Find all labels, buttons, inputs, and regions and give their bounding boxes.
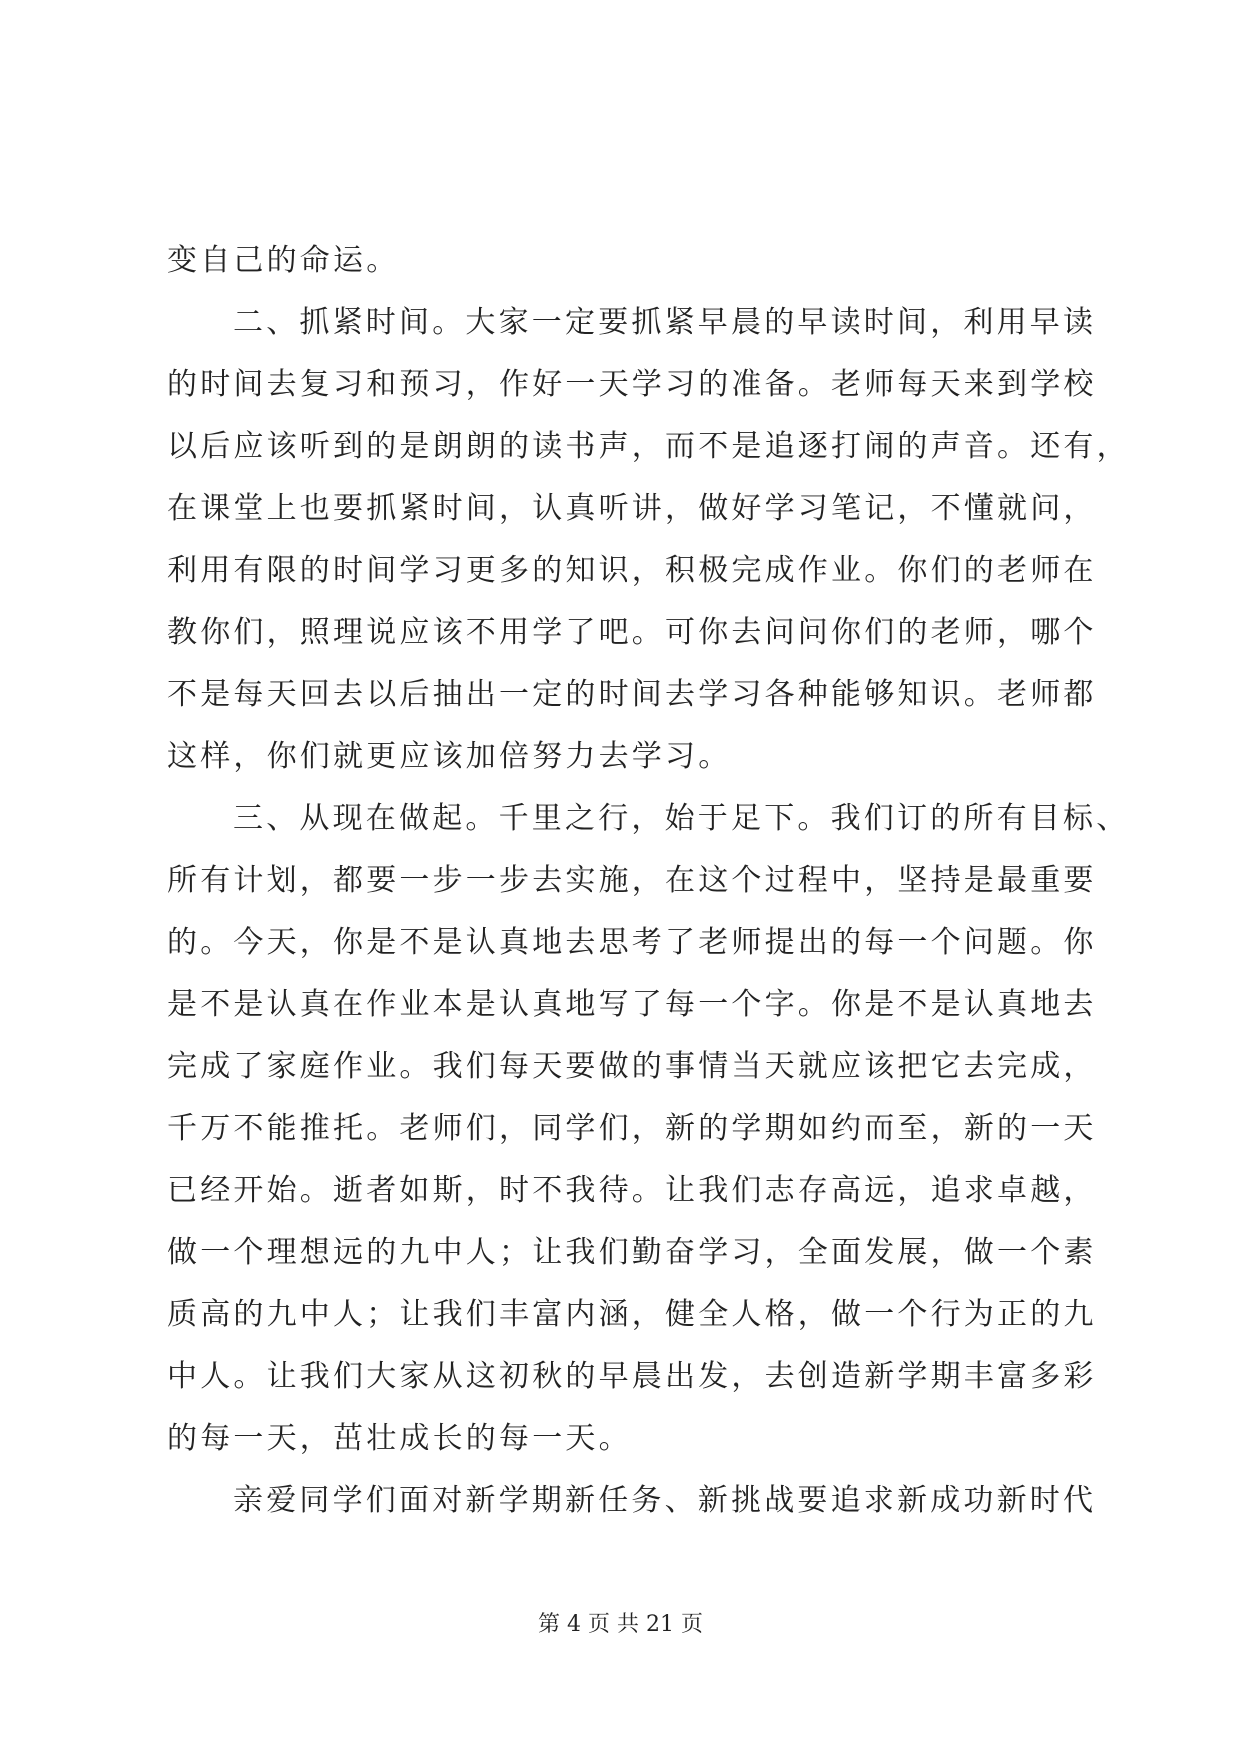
text-line: 已经开始。逝者如斯，时不我待。让我们志存高远，追求卓越， xyxy=(167,1173,1097,1208)
text-line: 的。今天，你是不是认真地去思考了老师提出的每一个问题。你 xyxy=(167,925,1097,960)
text-line: 完成了家庭作业。我们每天要做的事情当天就应该把它去完成， xyxy=(167,1049,1097,1084)
body-text xyxy=(167,230,1130,1532)
text-line: 不是每天回去以后抽出一定的时间去学习各种能够知识。老师都 xyxy=(167,677,1097,712)
text-line: 以后应该听到的是朗朗的读书声，而不是追逐打闹的声音。还有， xyxy=(167,429,1130,464)
paragraph-start-line: 二、抓紧时间。大家一定要抓紧早晨的早读时间，利用早读 xyxy=(233,305,1097,340)
text-line: 的时间去复习和预习，作好一天学习的准备。老师每天来到学校 xyxy=(167,367,1097,402)
text-line: 所有计划，都要一步一步去实施，在这个过程中，坚持是最重要 xyxy=(167,863,1097,898)
text-line: 中人。让我们大家从这初秋的早晨出发，去创造新学期丰富多彩 xyxy=(167,1359,1097,1394)
text-line: 变自己的命运。 xyxy=(167,243,400,278)
page-number-label: 第 4 页 共 21 页 xyxy=(538,1612,703,1637)
text-line: 教你们，照理说应该不用学了吧。可你去问问你们的老师，哪个 xyxy=(167,615,1097,650)
text-line: 是不是认真在作业本是认真地写了每一个字。你是不是认真地去 xyxy=(167,987,1097,1022)
page-footer xyxy=(0,1610,1241,1640)
text-line: 在课堂上也要抓紧时间，认真听讲，做好学习笔记，不懂就问， xyxy=(167,491,1097,526)
paragraph-start-line: 亲爱同学们面对新学期新任务、新挑战要追求新成功新时代 xyxy=(233,1483,1097,1518)
text-line: 的每一天，茁壮成长的每一天。 xyxy=(167,1421,632,1456)
text-line: 千万不能推托。老师们，同学们，新的学期如约而至，新的一天 xyxy=(167,1111,1097,1146)
text-line: 做一个理想远的九中人；让我们勤奋学习，全面发展，做一个素 xyxy=(167,1235,1097,1270)
text-line: 利用有限的时间学习更多的知识，积极完成作业。你们的老师在 xyxy=(167,553,1097,588)
paragraph-start-line: 三、从现在做起。千里之行，始于足下。我们订的所有目标、 xyxy=(233,801,1130,836)
text-line: 质高的九中人；让我们丰富内涵，健全人格，做一个行为正的九 xyxy=(167,1297,1097,1332)
text-line: 这样，你们就更应该加倍努力去学习。 xyxy=(167,739,732,774)
